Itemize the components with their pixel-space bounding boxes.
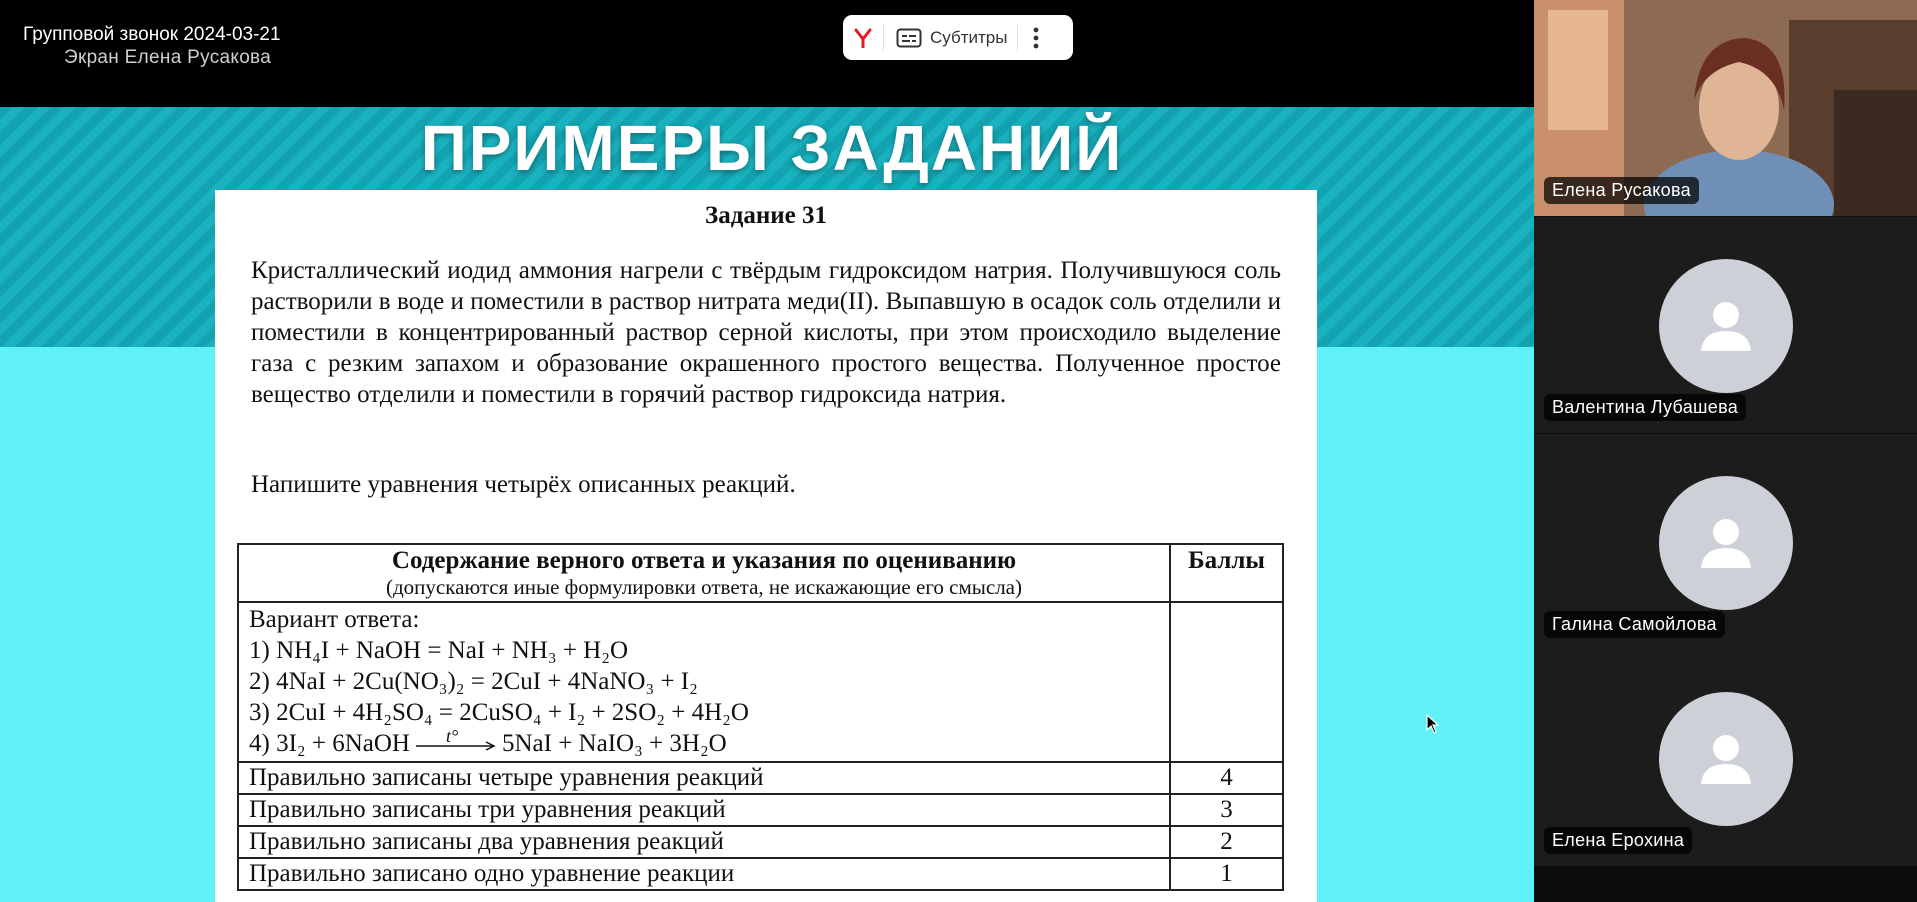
participant-tile[interactable]: [1534, 434, 1917, 650]
subtitles-label: Субтитры: [930, 27, 1008, 47]
criterion-text: Правильно записаны три уравнения реакций: [238, 794, 1170, 826]
answer-label: Вариант ответа:: [249, 606, 420, 633]
table-header-note: (допускаются иные формулировки ответа, не искажающие его смысла): [386, 575, 1022, 599]
participant-name: Елена Русакова: [1544, 177, 1699, 204]
closed-captions-icon: [896, 27, 922, 49]
equation-2: 2) 4NaI + 2Cu(NO₃)₂ = 2CuI + 4NaNO₃ + I₂: [249, 668, 698, 695]
table-header-main: Содержание верного ответа и указания по оцениванию: [391, 547, 1017, 574]
table-header-content: [238, 544, 1170, 602]
answer-cell: [238, 602, 1170, 762]
table-row: [238, 762, 1283, 794]
more-options-icon[interactable]: [1018, 15, 1054, 60]
avatar: [1659, 476, 1793, 610]
criterion-text: Правильно записаны два уравнения реакций: [238, 826, 1170, 858]
person-icon: [1691, 508, 1761, 578]
table-row: [238, 858, 1283, 890]
criterion-text: Правильно записаны четыре уравнения реакций: [238, 762, 1170, 794]
participant-tile[interactable]: [1534, 650, 1917, 866]
yandex-icon[interactable]: [843, 15, 883, 60]
task-document: [215, 190, 1317, 902]
criterion-points: 3: [1170, 794, 1283, 826]
participant-tile[interactable]: [1534, 217, 1917, 433]
arrow-label: t°: [445, 726, 459, 747]
table-header-row: [238, 544, 1283, 602]
table-header-points: Баллы: [1170, 544, 1283, 602]
table-row: [238, 794, 1283, 826]
equation-4-right: 5NaI + NaIO₃ + 3H₂O: [501, 730, 727, 757]
criterion-points: 4: [1170, 762, 1283, 794]
equation-4: [249, 728, 1159, 759]
subtitles-button[interactable]: [884, 15, 1017, 60]
table-row: [238, 826, 1283, 858]
screen-owner-label: Экран Елена Русакова: [64, 47, 272, 68]
participant-tile[interactable]: [1534, 0, 1917, 216]
person-icon: [1691, 291, 1761, 361]
call-header: [0, 0, 1534, 107]
call-title: Групповой звонок 2024-03-21: [23, 24, 281, 45]
person-icon: [1691, 724, 1761, 794]
participant-name: Валентина Лубашева: [1544, 394, 1746, 421]
presentation-slide: [0, 107, 1534, 902]
task-text: Кристаллический иодид аммония нагрели с твёрдым гидроксидом натрия. Получившуюся соль растворили в воде и поместили в раствор нитрата меди(II). Выпавшую в осадок соль отделили и поместили в концентрированный раствор серной кислоты, при этом происходило выделение газа с резким запахом и образование окрашенного простого вещества. Полученное простое вещество отделили и поместили в горячий раствор гидроксида натрия.: [251, 257, 1281, 408]
task-question: Напишите уравнения четырёх описанных реакций.: [251, 471, 796, 498]
criterion-points: 1: [1170, 858, 1283, 890]
participant-name: Галина Самойлова: [1544, 611, 1725, 638]
criterion-text: Правильно записано одно уравнение реакции: [238, 858, 1170, 890]
mouse-pointer-icon: [1426, 714, 1440, 734]
scoring-table: [237, 543, 1284, 891]
answer-points-cell: [1170, 602, 1283, 762]
table-row-answer: [238, 602, 1283, 762]
participant-name: Елена Ерохина: [1544, 827, 1692, 854]
slide-title: ПРИМЕРЫ ЗАДАНИЙ: [420, 112, 1124, 184]
equation-4-left: 4) 3I₂ + 6NaOH: [249, 730, 410, 757]
reaction-arrow: [416, 726, 496, 755]
subtitles-toolbar: [843, 15, 1073, 60]
avatar: [1659, 692, 1793, 826]
participants-panel: [1534, 0, 1917, 902]
criterion-points: 2: [1170, 826, 1283, 858]
equation-1: 1) NH₄I + NaOH = NaI + NH₃ + H₂O: [249, 637, 629, 664]
task-title: Задание 31: [705, 202, 827, 229]
equation-3: 3) 2CuI + 4H₂SO₄ = 2CuSO₄ + I₂ + 2SO₂ + 4H₂O: [249, 699, 749, 726]
avatar: [1659, 259, 1793, 393]
